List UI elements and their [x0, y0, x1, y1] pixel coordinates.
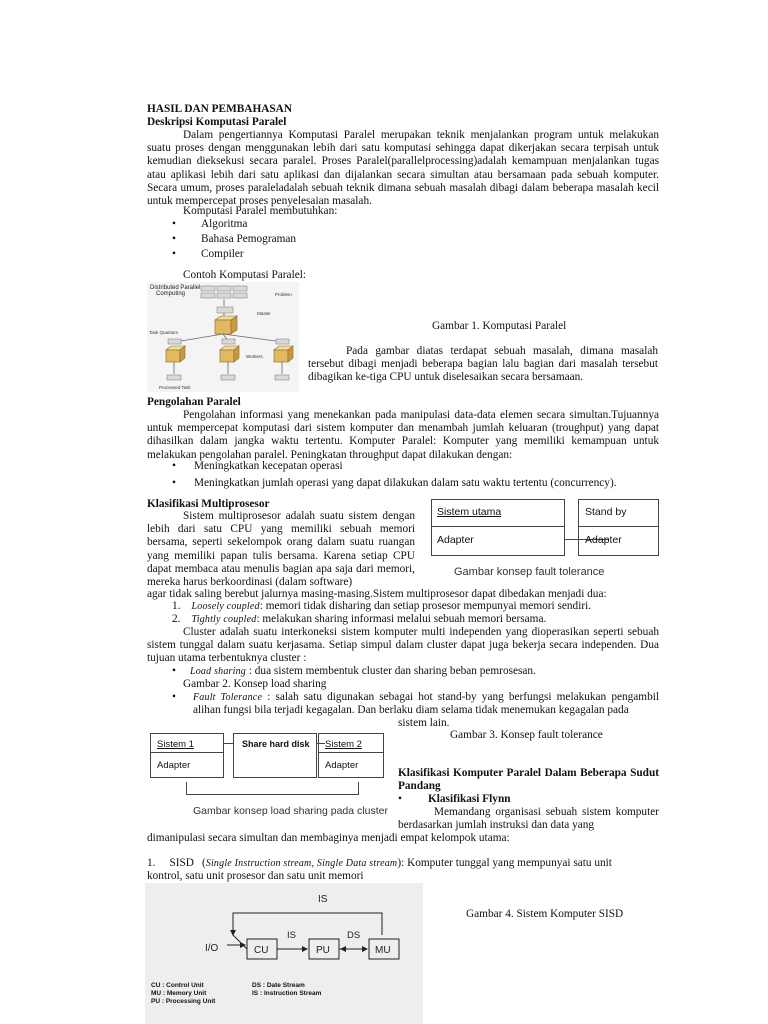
fault-tolerance-tail: sistem lain.	[398, 717, 450, 729]
share-disk-label: Share hard disk	[242, 739, 310, 749]
legend-is: IS : Instruction Stream	[252, 990, 322, 997]
cu-label: CU	[254, 945, 269, 956]
example-label: Contoh Komputasi Paralel:	[183, 269, 306, 281]
klasifikasi-multi-title: Klasifikasi Multiprosesor	[147, 498, 270, 510]
pengolahan-paragraph: Pengolahan informasi yang menekankan pada manipulasi data-data elemen secara simultan.Tujuannya untuk mempercepat komputasi dari sistem komputer dan menambah jumlah keluaran (troughput) yang dapat dihasilkan dalam jangka waktu tertentu. Komputer Paralel: Komputer yang memiliki kemampuan untuk melakukan pengolahan paralel. Peningkatan throughput dapat dilakukan dengan:	[147, 409, 659, 461]
load-sharing-diagram	[150, 733, 386, 821]
primary-adapter-label: Adapter	[437, 534, 474, 546]
type-loosely: 1. Loosely coupled: memori tidak disharing dan setiap prosesor mempunyai memori sendiri.	[172, 600, 592, 612]
sisd-diagram	[145, 883, 423, 1024]
primary-system-box	[431, 499, 565, 556]
sisd-line2: kontrol, satu unit prosesor dan satu unit memori	[147, 870, 364, 882]
fig1-task-quantum: Task Quantum	[149, 330, 179, 335]
standby-system-box	[578, 499, 659, 556]
type-tightly: 2. Tightly coupled: melakukan sharing informasi melalui sebuah memori bersama.	[172, 613, 547, 625]
fig4-caption: Gambar 4. Sistem Komputer SISD	[466, 908, 624, 920]
load-sharing-item: • Load sharing : dua sistem membentuk cluster dan sharing beban pemrosesan.	[172, 665, 536, 677]
fig1-caption: Gambar 1. Komputasi Paralel	[432, 320, 567, 332]
subsection-title: Deskripsi Komputasi Paralel	[147, 116, 287, 128]
fault-diagram-caption: Gambar konsep fault tolerance	[454, 566, 605, 578]
fig3-caption: Gambar 3. Konsep fault tolerance	[450, 729, 603, 741]
fault-tolerance-diagram	[431, 499, 659, 581]
system2-adapter: Adapter	[325, 760, 359, 771]
fig1-processed-task: Processed Task	[159, 385, 191, 390]
figure-distributed-computing	[147, 282, 299, 392]
primary-system-label: Sistem utama	[437, 506, 502, 518]
sisd-ds: DS	[347, 930, 361, 941]
fig1-title-2: Computing	[156, 291, 186, 297]
klasifikasi-multi-continued: agar tidak saling berebut jalurnya masing-masing.Sistem multiprosesor dapat dibedakan menjadi dua:	[147, 588, 607, 600]
cluster-link	[186, 782, 359, 795]
sisd-line: 1. SISD (Single Instruction stream, Single Data stream): Komputer tunggal yang mempunyai satu unit	[147, 857, 612, 869]
system2-label: Sistem 2	[325, 739, 362, 750]
io-label: I/O	[205, 943, 219, 954]
system1-label: Sistem 1	[157, 739, 194, 750]
standby-adapter-label: Adapter	[585, 534, 622, 546]
standby-label: Stand by	[585, 506, 627, 518]
flynn-continued: dimanipulasi secara simultan dan membaginya menjadi empat kelompok utama:	[147, 832, 510, 844]
klasifikasi-paralel-title-line1: Klasifikasi Komputer Paralel Dalam Beberapa Sudut Pandang	[398, 767, 659, 793]
intro-paragraph: Dalam pengertiannya Komputasi Paralel merupakan teknik menjalankan program untuk melakukan suatu proses dengan menggunakan lebih dari satu komputasi sehingga dapat dikerjakan secara terpisah untuk kemudian dieksekusi secara paralel. Proses Paralel(parallelprocessing)adalah kemampuan menjalankan tugas atau aplikasi lebih dari satu aplikasi dan dijalankan secara simultan atau bersamaan pada sebuah komputer. Secara umum, proses paraleladalah sebuah teknik dimana sebuah masalah dibagi dalam beberapa masalah kecil untuk mempercepat proses penyelesaian masalah.	[147, 129, 659, 208]
fig1-description: Pada gambar diatas terdapat sebuah masalah, dimana masalah tersebut dibagi menjadi beberapa bagian lalu bagian dari masalah tersebut dibagikan ke-tiga CPU untuk diselesaikan secara bersamaan.	[308, 345, 658, 384]
fig1-title-1: Distributed Parallel	[150, 285, 201, 291]
pengolahan-title: Pengolahan Paralel	[147, 396, 241, 408]
section-title: HASIL DAN PEMBAHASAN	[147, 103, 292, 115]
legend-cu: CU : Control Unit	[151, 982, 204, 989]
system2-box	[318, 733, 384, 778]
master-cube	[215, 316, 237, 334]
fig1-workers: Workers	[246, 354, 263, 359]
share-disk-box	[233, 733, 317, 778]
system1-box	[150, 733, 224, 778]
fig1-problem: Problem	[275, 292, 292, 297]
sisd-is-top: IS	[318, 894, 328, 905]
needs-intro: Komputasi Paralel membutuhkan:	[183, 205, 338, 217]
fig1-master: Master	[257, 311, 271, 316]
legend-pu: PU : Processing Unit	[151, 998, 216, 1005]
sisd-is-mid: IS	[287, 930, 296, 941]
fault-tolerance-item: • Fault Tolerance : salah satu digunakan sebagai hot stand-by yang berfungsi melakukan pengambil alihan fungsi bila terjadi kegagalan. Dan berlaku diam selama tidak menemukan kegagalan pada	[172, 691, 660, 717]
flynn-item: • Klasifikasi Flynn	[398, 793, 511, 805]
load-diagram-caption: Gambar konsep load sharing pada cluster	[193, 805, 388, 817]
mu-label: MU	[375, 945, 391, 956]
flynn-paragraph: Memandang organisasi sebuah sistem komputer berdasarkan jumlah instruksi dan data yang	[398, 806, 659, 832]
legend-ds: DS : Date Stream	[252, 982, 305, 989]
pu-label: PU	[316, 945, 330, 956]
system1-adapter: Adapter	[157, 760, 191, 771]
klasifikasi-multi-paragraph: Sistem multiprosesor adalah suatu sistem dengan lebih dari satu CPU yang memiliki sebuah memori bersama, seperti sekelompok orang dalam suatu ruangan yang memiliki papan tulis bersama. Karena setiap CPU dapat membaca atau menulis bagian apa saja dari memori, mereka harus berkoordinasi (dalam software)	[147, 510, 415, 589]
fig2-caption: Gambar 2. Konsep load sharing	[183, 678, 327, 690]
cluster-paragraph: Cluster adalah suatu interkoneksi sistem komputer multi independen yang dioperasikan seperti sebuah sistem tunggal dalam suatu kerjasama. Setiap simpul dalam cluster dapat juga bekerja secara independen. Dua tujuan utama terbentuknya cluster :	[147, 626, 659, 665]
flynn-title: Klasifikasi Flynn	[427, 793, 511, 805]
legend-mu: MU : Memory Unit	[151, 990, 207, 997]
